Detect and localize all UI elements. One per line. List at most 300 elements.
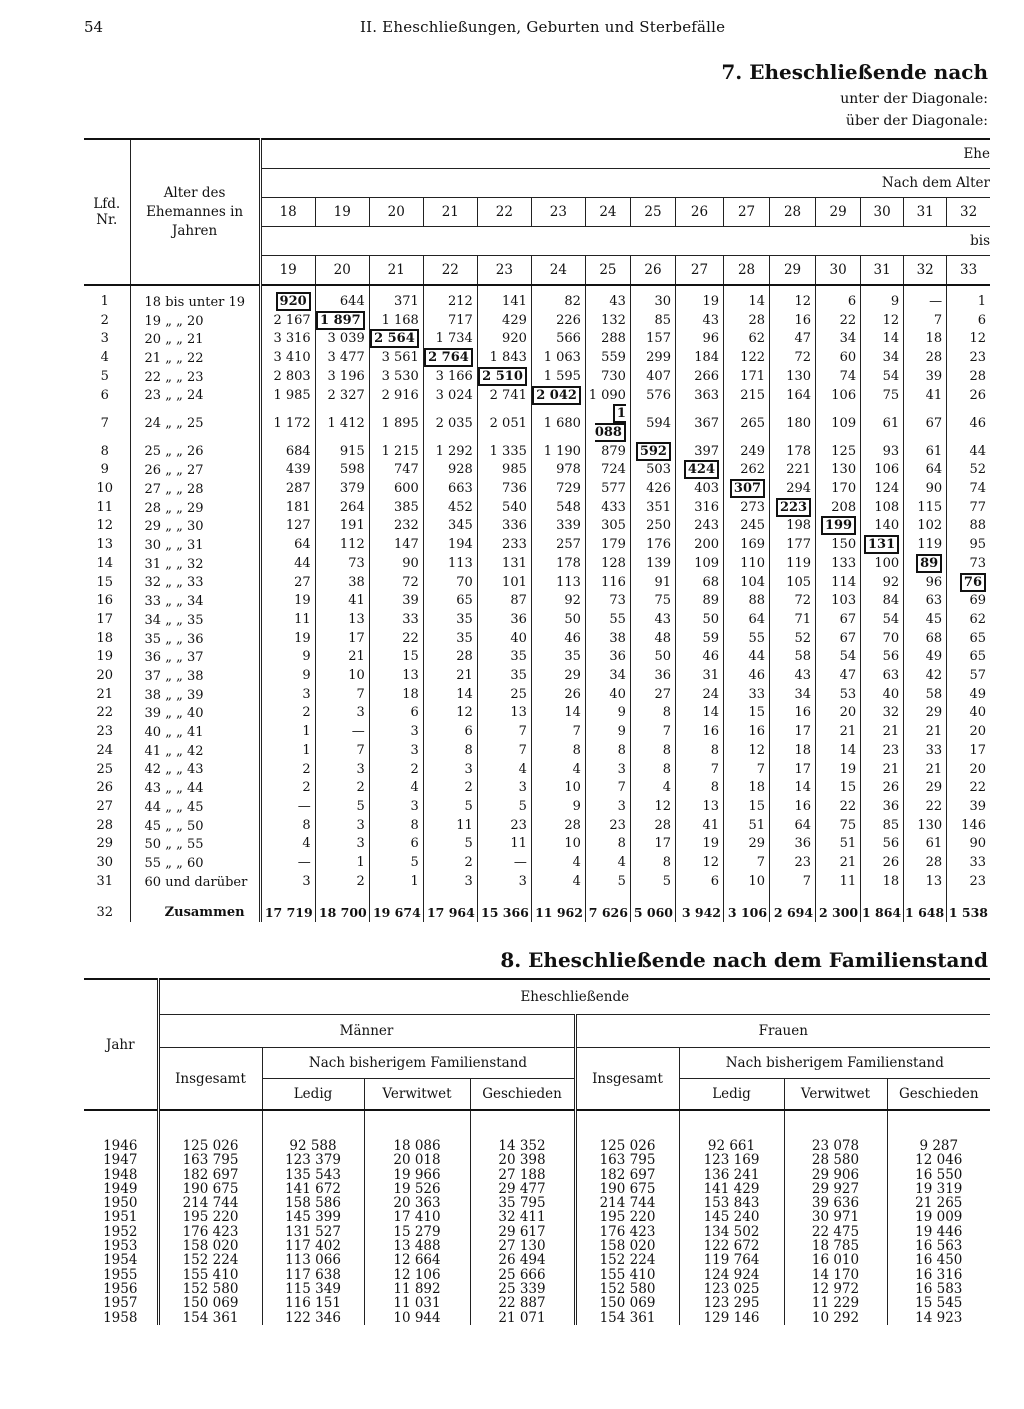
table-cell: 2 803 [260,368,315,387]
age-from-3: 21 [423,198,477,227]
row-nr: 24 [96,742,114,758]
table-row [84,499,990,518]
table-cell: 12 [861,312,904,331]
table-cell: 208 [816,499,861,518]
table-cell: 147 [369,536,423,555]
table-cell: 28 [947,368,990,387]
age-to-4: 23 [477,256,531,286]
table-cell: 717 [423,312,477,331]
m-geschieden-header: Geschieden [470,1079,575,1111]
table-cell: 85 [861,817,904,836]
table-cell: 164 [770,387,816,406]
page-number: 54 [84,18,104,36]
table-cell: 316 [675,499,723,518]
table-cell: 12 [947,330,990,349]
table-cell: 34 [816,330,861,349]
table-cell: 122 [724,349,770,368]
table-cell: 232 [369,517,423,536]
m-geschieden-column: 14 352 20 398 27 188 29 477 35 795 32 411 29 617 27 130 26 494 25 666 25 339 22 887 21 071 [470,1110,575,1325]
table-cell: 65 [947,630,990,649]
table-cell: 385 [369,499,423,518]
table-cell: 212 [423,293,477,312]
table-cell: 16 [724,723,770,742]
table-cell: 24 [675,686,723,705]
table-cell: 26 [531,686,585,705]
table-cell: 170 [816,480,861,499]
table-cell: 1 [315,854,369,873]
table-cell: — [904,293,947,312]
table-cell: 65 [947,648,990,667]
table-cell: 6 [816,293,861,312]
table-cell: 3 [315,761,369,780]
table-cell: 35 [423,630,477,649]
table-cell: 1 [947,293,990,312]
table-cell: 93 [861,443,904,462]
table-cell: 41 [904,387,947,406]
table-cell: 15 [816,779,861,798]
diagonal-value: 2 510 [478,367,527,386]
diagonal-value: 199 [821,516,856,535]
table-cell: 16 [770,704,816,723]
age-from-10: 28 [770,198,816,227]
table-cell: — [477,854,531,873]
f-insgesamt-header: Insgesamt [575,1048,679,1111]
table-cell: 7 [585,779,630,798]
table-cell: 4 [531,873,585,892]
total-label: Zusammen [130,892,260,923]
table-cell: 28 [531,817,585,836]
table-cell: 8 [585,742,630,761]
table-cell: 3 410 [260,349,315,368]
row-age: 39 „ „ 40 [130,704,260,723]
table-cell: 3 166 [423,368,477,387]
table-cell: 305 [585,517,630,536]
table-cell: 3 530 [369,368,423,387]
table-cell: 139 [630,555,675,574]
m-insgesamt-header: Insgesamt [158,1048,262,1111]
total-nr: 32 [96,904,114,920]
row-age: 60 und darüber [130,873,260,892]
table-cell: 56 [861,835,904,854]
diagonal-cell [423,349,477,368]
table-cell: 191 [315,517,369,536]
table-cell: 9 [260,648,315,667]
table-cell: 7 [724,854,770,873]
diagonal-cell [315,312,369,331]
table-cell: 75 [861,387,904,406]
table-cell: 184 [675,349,723,368]
table-cell: 114 [816,574,861,593]
table-row [84,835,990,854]
table-cell: 2 [260,761,315,780]
diagonal-value: 920 [276,292,311,311]
total-cell: 17 964 [423,892,477,923]
age-to-14: 33 [947,256,990,286]
table-cell: 85 [630,312,675,331]
table-cell: 115 [904,499,947,518]
table-cell: 17 [315,630,369,649]
age-to-12: 31 [861,256,904,286]
m-ledig-column: 92 588 123 379 135 543 141 672 158 586 145 399 131 527 117 402 113 066 117 638 115 349 116 151 122 346 [262,1110,364,1325]
table-cell: 84 [861,592,904,611]
age-to-1: 20 [315,256,369,286]
total-cell: 11 962 [531,892,585,923]
table-cell: 265 [724,405,770,442]
row-age: 25 „ „ 26 [130,443,260,462]
table-cell: 50 [531,611,585,630]
age-to-0: 19 [260,256,315,286]
row-nr: 22 [96,705,114,721]
table-cell: 566 [531,330,585,349]
table-cell: 20 [816,704,861,723]
f-geschieden-header: Geschieden [887,1079,990,1111]
table-cell: 1 595 [531,368,585,387]
table-row [84,480,990,499]
row-nr: 17 [96,611,114,627]
table-cell: 262 [724,461,770,480]
table-cell: 26 [861,854,904,873]
table-cell: 503 [630,461,675,480]
group-maenner: Männer [158,1015,575,1048]
table-cell: 21 [816,854,861,873]
table-cell: 38 [585,630,630,649]
table-cell: 600 [369,480,423,499]
table-cell: 1 090 [585,387,630,406]
col-year: Jahr [84,979,158,1110]
table-cell: 70 [861,630,904,649]
table-cell: 64 [724,611,770,630]
table-cell: 8 [630,854,675,873]
row-nr: 14 [96,555,114,571]
table-cell: 36 [585,648,630,667]
table-cell: 27 [260,574,315,593]
table-cell: 1 168 [369,312,423,331]
table-cell: 67 [904,405,947,442]
table-cell: 20 [947,723,990,742]
table-cell: 18 [724,779,770,798]
table-cell: 663 [423,480,477,499]
total-cell: 2 694 [770,892,816,923]
table-cell: 28 [904,349,947,368]
row-age: 32 „ „ 33 [130,574,260,593]
table-cell: 18 [861,873,904,892]
table-cell: 63 [861,667,904,686]
table-cell: 429 [477,312,531,331]
row-nr: 30 [96,855,114,871]
table-cell: 71 [770,611,816,630]
f-verwitwet-column: 23 078 28 580 29 906 29 927 39 636 30 971 22 475 18 785 16 010 14 170 12 972 11 229 10 292 [784,1110,887,1325]
table-cell: 13 [477,704,531,723]
table-cell: 51 [816,835,861,854]
table-cell: 133 [816,555,861,574]
table-cell: 82 [531,293,585,312]
table-cell: 29 [531,667,585,686]
table-row [84,387,990,406]
table-cell: 90 [904,480,947,499]
table-row [84,648,990,667]
table-cell: 64 [904,461,947,480]
table-cell: 23 [861,742,904,761]
table-cell: 7 [675,761,723,780]
table7-note-above: über der Diagonale: [845,113,988,129]
table-cell: 22 [369,630,423,649]
table-cell: 8 [585,835,630,854]
table-row [84,873,990,892]
table-cell: 7 [531,723,585,742]
table-cell: 35 [477,667,531,686]
group-nach-dem-alter: Nach dem Alter [260,169,990,198]
table-cell: 124 [861,480,904,499]
table-cell: 879 [585,443,630,462]
row-nr: 12 [96,518,114,534]
table-cell: 4 [260,835,315,854]
row-age: 35 „ „ 36 [130,630,260,649]
table-cell: 9 [260,667,315,686]
table-cell: 146 [947,817,990,836]
diagonal-cell [675,461,723,480]
table-cell: 13 [904,873,947,892]
table-cell: 2 916 [369,387,423,406]
table-cell: 8 [675,779,723,798]
table-cell: 40 [585,686,630,705]
table-cell: 181 [260,499,315,518]
table-cell: 128 [585,555,630,574]
table-cell: 55 [585,611,630,630]
table-cell: 21 [861,761,904,780]
row-age: 28 „ „ 29 [130,499,260,518]
table-cell: 72 [770,592,816,611]
diagonal-cell [260,293,315,312]
table-cell: 46 [675,648,723,667]
table-cell: 243 [675,517,723,536]
row-nr: 23 [96,724,114,740]
row-age: 36 „ „ 37 [130,648,260,667]
table-cell: — [260,798,315,817]
table-cell: 367 [675,405,723,442]
row-age: 24 „ „ 25 [130,405,260,442]
table-cell: 23 [947,873,990,892]
total-cell: 19 674 [369,892,423,923]
table-cell: 30 [630,293,675,312]
row-nr: 8 [100,443,109,459]
table-cell: 559 [585,349,630,368]
diagonal-cell [816,517,861,536]
table-cell: 594 [630,405,675,442]
table-cell: 403 [675,480,723,499]
table-cell: 28 [904,854,947,873]
table-cell: 3 196 [315,368,369,387]
table-cell: 179 [585,536,630,555]
table-cell: 5 [423,798,477,817]
row-nr: 4 [100,350,109,366]
table-cell: 1 190 [531,443,585,462]
diagonal-value: 2 042 [532,386,581,405]
row-nr: 7 [100,415,109,431]
table-cell: 14 [675,704,723,723]
table-cell: 7 [315,742,369,761]
table-cell: 14 [861,330,904,349]
table-cell: 15 [724,704,770,723]
age-from-14: 32 [947,198,990,227]
row-age: 34 „ „ 35 [130,611,260,630]
table-cell: 91 [630,574,675,593]
table-cell: 9 [861,293,904,312]
table-cell: 5 [477,798,531,817]
row-age: 19 „ „ 20 [130,312,260,331]
row-age: 23 „ „ 24 [130,387,260,406]
diagonal-cell [861,536,904,555]
table-cell: 43 [630,611,675,630]
total-cell: 15 366 [477,892,531,923]
table-cell: 10 [315,667,369,686]
table-cell: 3 [369,798,423,817]
diagonal-cell [477,368,531,387]
bis-label: bis [260,227,990,256]
table-cell: — [315,723,369,742]
table-cell: 19 [260,592,315,611]
table-cell: 14 [724,293,770,312]
table-cell: 52 [947,461,990,480]
table-cell: 19 [675,835,723,854]
table-row [84,293,990,312]
table-cell: 12 [724,742,770,761]
table-cell: 103 [816,592,861,611]
table-cell: 2 741 [477,387,531,406]
table-cell: 96 [675,330,723,349]
table-cell: 28 [630,817,675,836]
age-from-7: 25 [630,198,675,227]
table-row [84,761,990,780]
table-cell: 250 [630,517,675,536]
table-cell: 1 985 [260,387,315,406]
f-geschieden-column: 9 287 12 046 16 550 19 319 21 265 19 009 19 446 16 563 16 450 16 316 16 583 15 545 14 923 [887,1110,990,1325]
table-cell: 36 [477,611,531,630]
table-cell: 1 335 [477,443,531,462]
table-cell: 12 [630,798,675,817]
total-cell: 3 106 [724,892,770,923]
table-cell: 351 [630,499,675,518]
f-prev-status-header: Nach bisherigem Familienstand [679,1048,990,1079]
table-cell: 39 [369,592,423,611]
table-cell: 150 [816,536,861,555]
row-nr: 2 [100,312,109,328]
table-cell: 288 [585,330,630,349]
table-cell: 45 [904,611,947,630]
table-cell: 43 [675,312,723,331]
diagonal-value: 307 [730,479,765,498]
table-cell: 4 [477,761,531,780]
table-cell: 5 [315,798,369,817]
table-cell: 65 [423,592,477,611]
table-cell: 2 [315,873,369,892]
row-age: 40 „ „ 41 [130,723,260,742]
table-cell: 109 [816,405,861,442]
table-cell: 221 [770,461,816,480]
table-cell: 58 [770,648,816,667]
m-verwitwet-column: 18 086 20 018 19 966 19 526 20 363 17 410 15 279 13 488 12 664 12 106 11 892 11 031 10 944 [364,1110,470,1325]
table-cell: 177 [770,536,816,555]
table-row [84,312,990,331]
table-cell: 1 [260,723,315,742]
diagonal-cell [630,443,675,462]
table-cell: 249 [724,443,770,462]
table-cell: 2 035 [423,405,477,442]
table-cell: 15 [369,648,423,667]
table-cell: 77 [947,499,990,518]
table-cell: 43 [585,293,630,312]
row-age: 30 „ „ 31 [130,536,260,555]
table-cell: 25 [477,686,531,705]
table-cell: 1 063 [531,349,585,368]
row-nr: 27 [96,798,114,814]
table-cell: 5 [585,873,630,892]
table-cell: 747 [369,461,423,480]
table-cell: 245 [724,517,770,536]
table-cell: 730 [585,368,630,387]
table-cell: 130 [770,368,816,387]
table-cell: 4 [585,854,630,873]
table-cell: 287 [260,480,315,499]
table7-title: 7. Eheschließende nach [721,60,988,84]
table-cell: 576 [630,387,675,406]
table-cell: 20 [947,761,990,780]
row-age: 41 „ „ 42 [130,742,260,761]
table-cell: 9 [585,723,630,742]
table-cell: 73 [315,555,369,574]
table-cell: 58 [904,686,947,705]
table-cell: 19 [675,293,723,312]
table-cell: 13 [315,611,369,630]
age-from-4: 22 [477,198,531,227]
table-cell: 73 [585,592,630,611]
row-nr: 1 [100,294,109,309]
row-nr: 31 [96,873,114,889]
table-cell: 42 [904,667,947,686]
m-prev-status-header: Nach bisherigem Familienstand [262,1048,575,1079]
table-cell: 92 [861,574,904,593]
total-cell: 1 648 [904,892,947,923]
row-age: 18 bis unter 19 [130,293,260,312]
table-cell: 379 [315,480,369,499]
table-cell: 18 [770,742,816,761]
table-cell: 2 051 [477,405,531,442]
table-cell: 109 [675,555,723,574]
table-cell: 67 [816,611,861,630]
table-cell: 12 [770,293,816,312]
table-cell: 48 [630,630,675,649]
table-row [84,536,990,555]
table-row [84,723,990,742]
table-cell: 10 [531,779,585,798]
age-to-9: 28 [724,256,770,286]
table-cell: 1 292 [423,443,477,462]
row-nr: 18 [96,630,114,646]
table-cell: 130 [904,817,947,836]
age-from-8: 26 [675,198,723,227]
table-cell: 41 [315,592,369,611]
table-cell: 104 [724,574,770,593]
diagonal-value: 1 088 [594,406,626,440]
table-cell: 1 172 [260,405,315,442]
row-nr: 20 [96,668,114,684]
table-cell: 56 [861,648,904,667]
table-cell: — [260,854,315,873]
table-cell: 2 167 [260,312,315,331]
diagonal-value: 131 [864,535,899,554]
table-cell: 299 [630,349,675,368]
table-cell: 5 [630,873,675,892]
age-from-11: 29 [816,198,861,227]
